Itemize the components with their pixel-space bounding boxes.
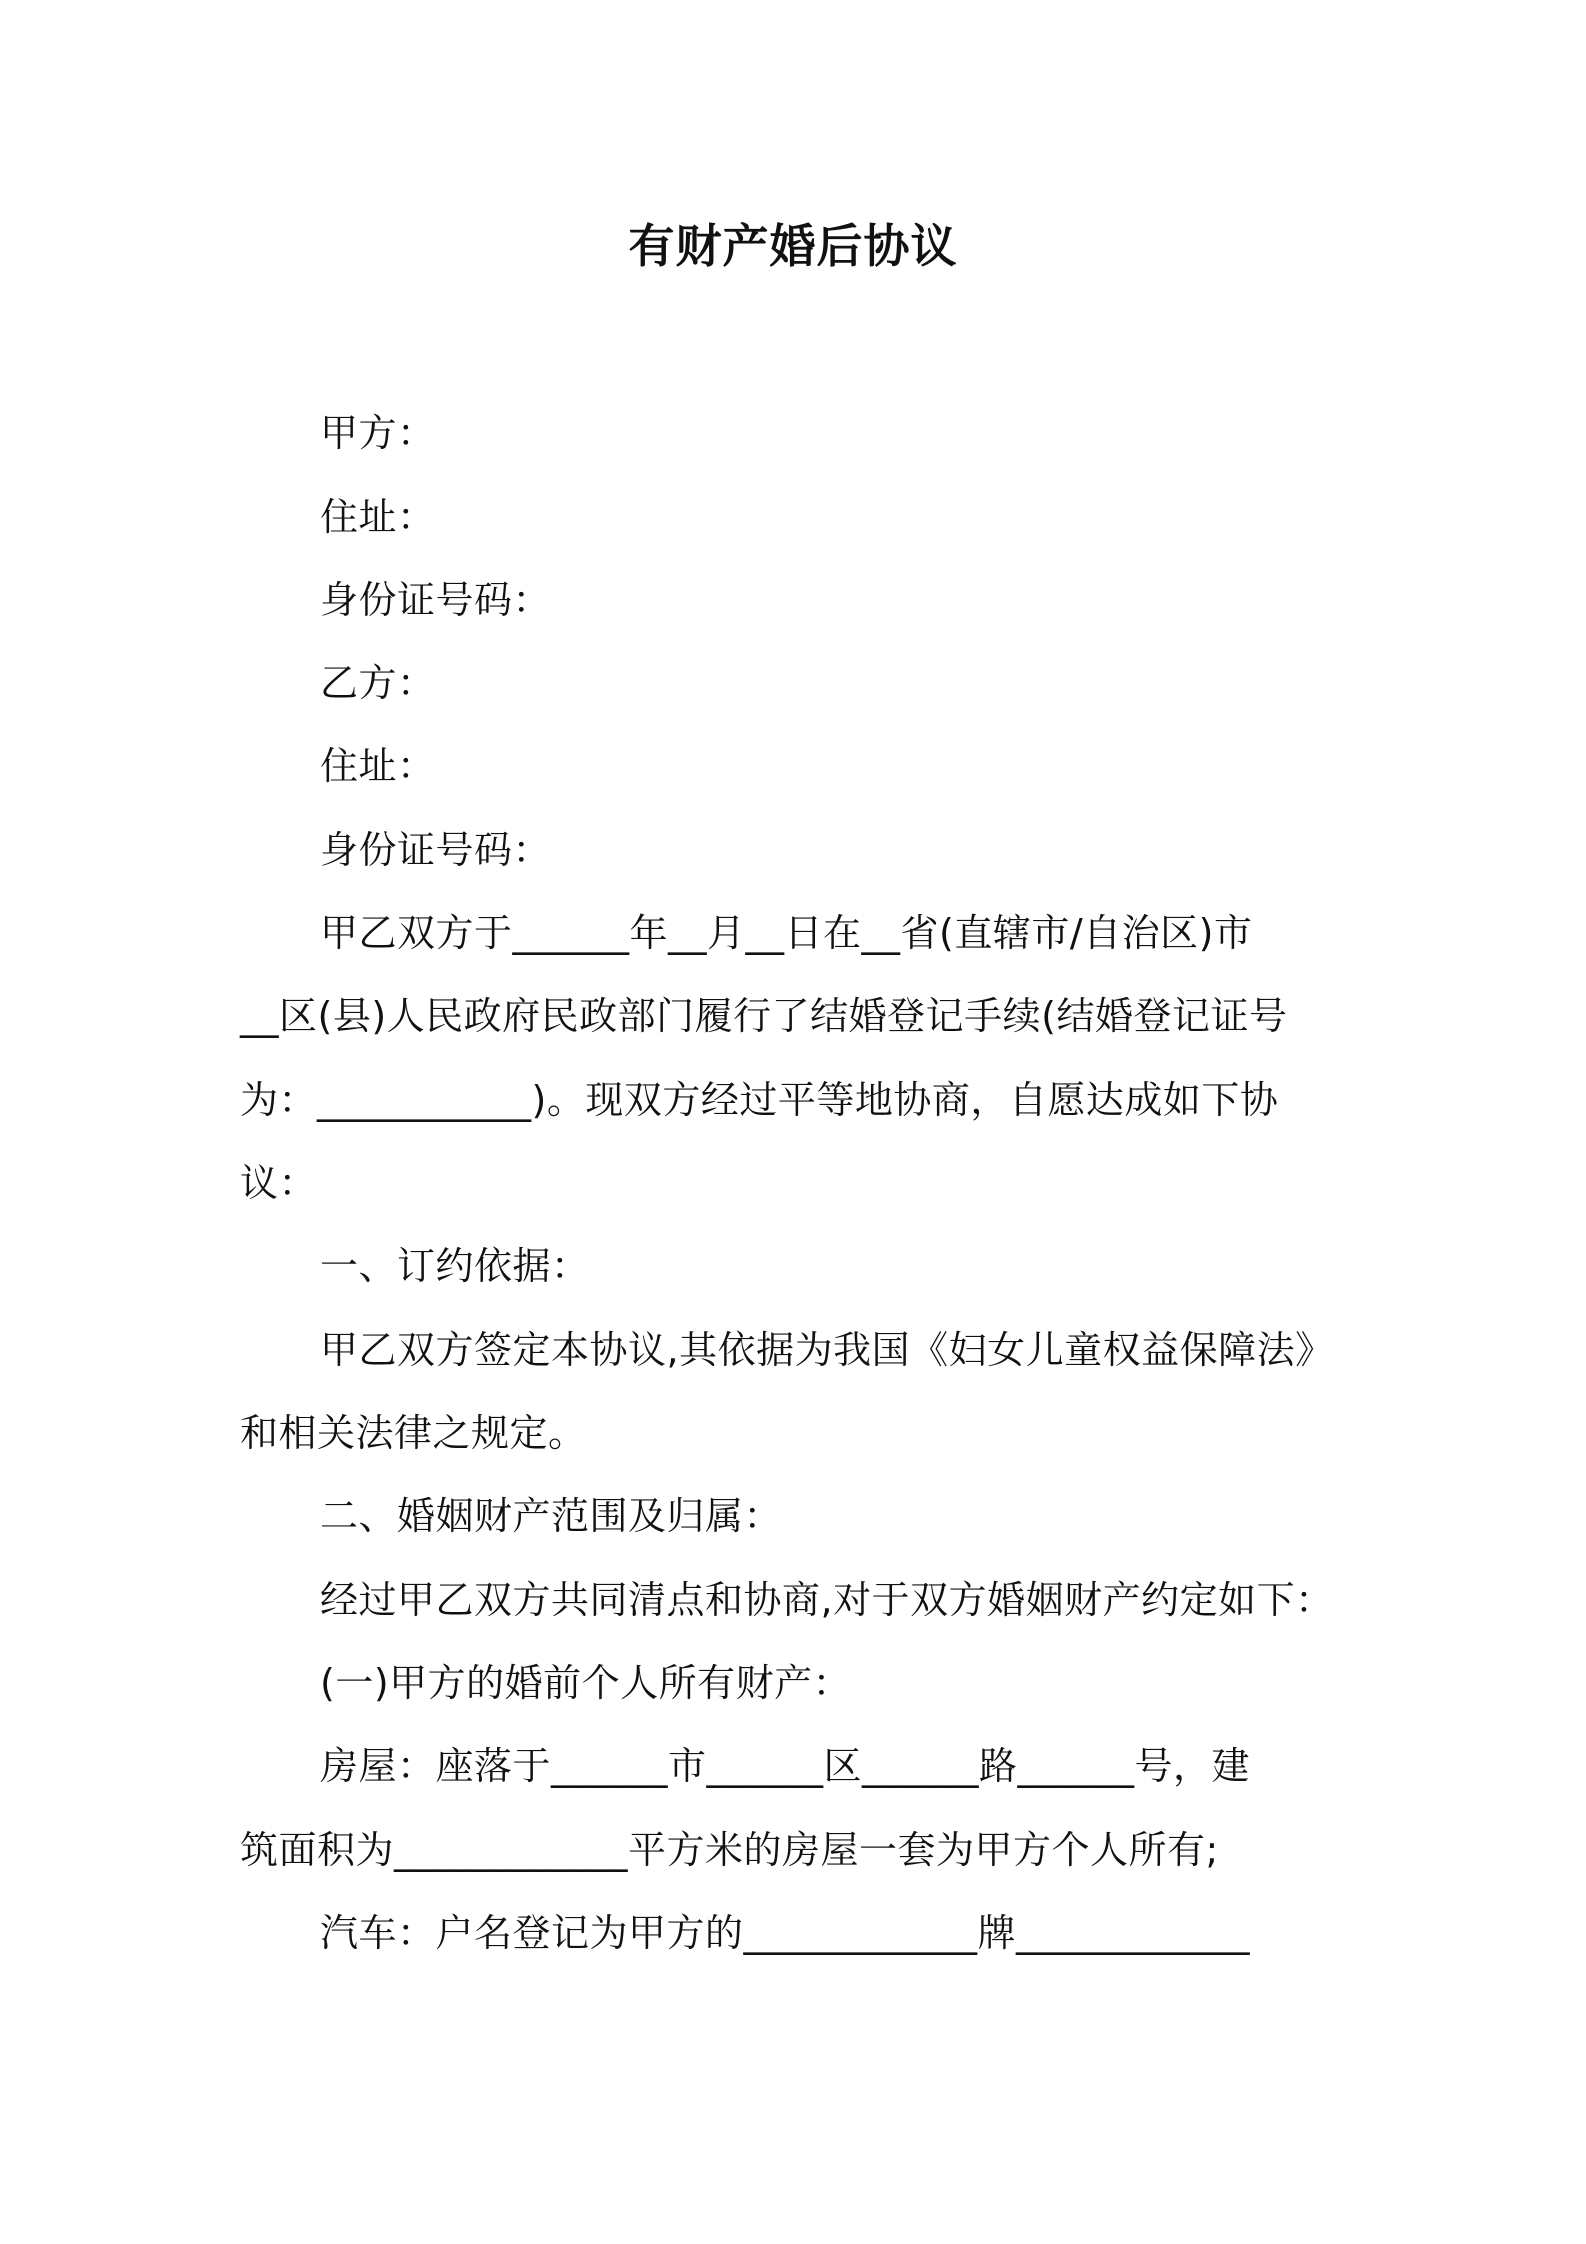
subsection-heading-party-a-property: (一)甲方的婚前个人所有财产： [320,1661,852,1705]
marriage-registration-text: 议： [240,1161,318,1205]
marriage-registration-text: 甲乙双方于______年__月__日在__省(直辖市/自治区)市 [320,911,1253,955]
house-clause: 筑面积为____________平方米的房屋一套为甲方个人所有; [240,1828,1219,1872]
party-b-label: 乙方： [320,661,436,705]
section-heading-basis: 一、订约依据： [320,1244,590,1288]
party-a-id-label: 身份证号码： [320,578,552,622]
marriage-registration-text: __区(县)人民政府民政部门履行了结婚登记手续(结婚登记证号 [240,994,1288,1038]
house-clause: 房屋：座落于______市______区______路______号，建 [320,1744,1251,1788]
party-a-address-label: 住址： [320,495,436,539]
party-b-id-label: 身份证号码： [320,828,552,872]
document-title: 有财产婚后协议 [628,219,958,273]
marriage-registration-text: 为：___________)。现双方经过平等地协商，自愿达成如下协 [240,1078,1279,1122]
basis-paragraph: 和相关法律之规定。 [240,1411,587,1455]
section-heading-property: 二、婚姻财产范围及归属： [320,1494,783,1538]
party-b-address-label: 住址： [320,744,436,788]
basis-paragraph: 甲乙双方签定本协议,其依据为我国《妇女儿童权益保障法》 [320,1328,1334,1372]
party-a-label: 甲方： [320,411,436,455]
property-paragraph: 经过甲乙双方共同清点和协商,对于双方婚姻财产约定如下： [320,1578,1334,1622]
car-clause: 汽车：户名登记为甲方的____________牌____________ [320,1911,1251,1955]
